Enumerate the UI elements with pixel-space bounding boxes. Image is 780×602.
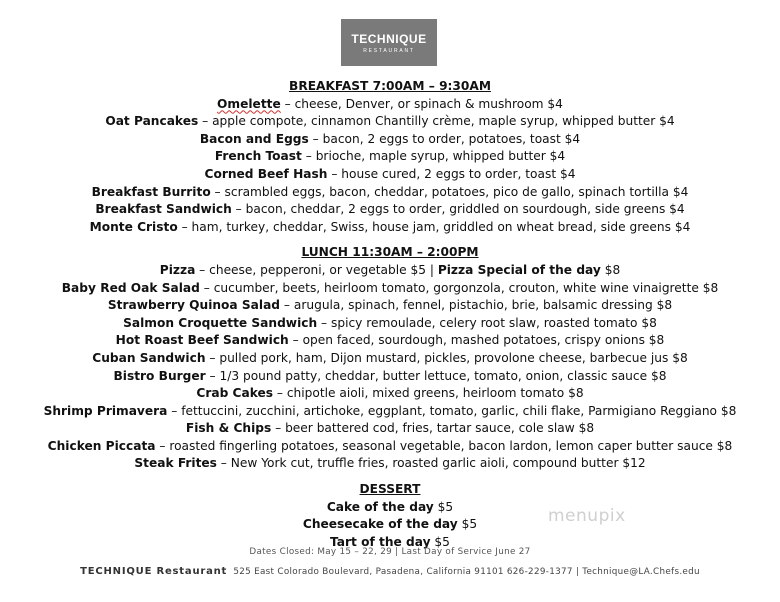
- item-desc: $5: [433, 499, 454, 514]
- menu-item: [0, 297, 780, 315]
- item-name: Monte Cristo: [89, 219, 178, 234]
- item-desc: – house cured, 2 eggs to order, toast $4: [327, 166, 576, 181]
- menu-item: [0, 113, 780, 131]
- item-name: Baby Red Oak Salad: [61, 280, 200, 295]
- item-desc: – brioche, maple syrup, whipped butter $4: [301, 149, 566, 164]
- item-desc: – arugula, spinach, fennel, pistachio, brie, balsamic dressing $8: [280, 298, 673, 313]
- lunch-heading: LUNCH 11:30AM – 2:00PM: [301, 245, 479, 260]
- item-name: Breakfast Sandwich: [95, 202, 232, 217]
- item-name: Cuban Sandwich: [92, 350, 206, 365]
- item-name: Cheesecake of the day: [302, 517, 458, 532]
- footer-brand: TECHNIQUE Restaurant: [80, 566, 228, 577]
- item-desc: – apple compote, cinnamon Chantilly crème, maple syrup, whipped butter $4: [198, 114, 675, 129]
- item-desc: – chipotle aioli, mixed greens, heirloom tomato $8: [273, 386, 584, 401]
- item-desc: – open faced, sourdough, mashed potatoes, crispy onions $8: [288, 333, 665, 348]
- item-name: Oat Pancakes: [105, 114, 199, 129]
- footer-info: 525 East Colorado Boulevard, Pasadena, California 91101 626-229-1377 | Technique@LA.Chefs.edu: [233, 567, 700, 577]
- item-name: Bistro Burger: [113, 368, 206, 383]
- menu-item: [0, 184, 780, 202]
- item-name: Salmon Croquette Sandwich: [123, 315, 318, 330]
- item-desc: – fettuccini, zucchini, artichoke, eggplant, tomato, garlic, chili flake, Parmigiano Reggiano $8: [167, 403, 737, 418]
- menu-item: [0, 148, 780, 166]
- menu-item: [0, 455, 780, 473]
- menu-item: [0, 315, 780, 333]
- logo-main-text: TECHNIQUE: [351, 32, 427, 46]
- menupix-watermark: menupix: [548, 506, 626, 526]
- item-desc: – spicy remoulade, celery root slaw, roasted tomato $8: [317, 315, 657, 330]
- restaurant-logo: [341, 19, 437, 66]
- item-desc: – beer battered cod, fries, tartar sauce, cole slaw $8: [271, 421, 595, 436]
- item-name: Fish & Chips: [185, 421, 272, 436]
- menu-body: [0, 78, 780, 551]
- item-name: Chicken Piccata: [47, 438, 156, 453]
- item-name: Breakfast Burrito: [91, 184, 211, 199]
- item-desc: $5: [457, 517, 478, 532]
- item-name: Shrimp Primavera: [43, 403, 168, 418]
- menu-item: [0, 499, 780, 517]
- item-name: Steak Frites: [134, 456, 217, 471]
- menu-item: [0, 280, 780, 298]
- breakfast-heading: BREAKFAST 7:00AM – 9:30AM: [289, 79, 491, 93]
- item-desc: – scrambled eggs, bacon, cheddar, potatoes, pico de gallo, spinach tortilla $4: [210, 184, 689, 199]
- item-desc: – pulled pork, ham, Dijon mustard, pickles, provolone cheese, barbecue jus $8: [205, 350, 688, 365]
- item-desc: – 1/3 pound patty, cheddar, butter lettuce, tomato, onion, classic sauce $8: [205, 368, 667, 383]
- menu-item: [0, 420, 780, 438]
- item-desc: – ham, turkey, cheddar, Swiss, house jam, griddled on wheat bread, side greens $4: [177, 219, 691, 234]
- menu-item: [0, 219, 780, 237]
- menu-item: [0, 201, 780, 219]
- item-name: Corned Beef Hash: [204, 166, 328, 181]
- item-desc: – bacon, 2 eggs to order, potatoes, toast $4: [308, 131, 581, 146]
- item-name: Bacon and Eggs: [199, 131, 309, 146]
- item-name: Tart of the day: [330, 534, 431, 549]
- item-name: French Toast: [214, 149, 302, 164]
- menu-item: [0, 350, 780, 368]
- menu-item: [0, 96, 780, 114]
- item-desc: – cucumber, beets, heirloom tomato, gorgonzola, crouton, white wine vinaigrette $8: [199, 280, 719, 295]
- menu-item: [0, 368, 780, 386]
- menu-item: [0, 262, 780, 280]
- closed-dates-note: Dates Closed: May 15 – 22, 29 | Last Day of Service June 27: [249, 547, 531, 557]
- item-desc: – cheese, Denver, or spinach & mushroom $4: [280, 96, 563, 111]
- menu-item: [0, 131, 780, 149]
- menu-item: [0, 332, 780, 350]
- item-name: Cake of the day: [326, 499, 434, 514]
- pizza-special-price: $8: [600, 262, 621, 277]
- footer: [0, 566, 780, 577]
- item-desc: – bacon, cheddar, 2 eggs to order, griddled on sourdough, side greens $4: [231, 202, 685, 217]
- item-name: Crab Cakes: [196, 386, 274, 401]
- menu-item: [0, 403, 780, 421]
- item-name: Strawberry Quinoa Salad: [107, 298, 281, 313]
- item-desc: – New York cut, truffle fries, roasted garlic aioli, compound butter $12: [216, 456, 646, 471]
- logo-sub-text: RESTAURANT: [363, 48, 415, 54]
- item-name: Pizza: [159, 262, 196, 277]
- item-name: Hot Roast Beef Sandwich: [115, 333, 289, 348]
- item-desc: – cheese, pepperoni, or vegetable $5 |: [195, 262, 438, 277]
- item-desc: $5: [430, 534, 450, 549]
- menu-item: [0, 516, 780, 534]
- menu-item: [0, 385, 780, 403]
- item-name: Omelette: [217, 96, 281, 111]
- menu-item: [0, 438, 780, 456]
- menu-item: [0, 166, 780, 184]
- item-desc: – roasted fingerling potatoes, seasonal vegetable, bacon lardon, lemon caper butter sauce $8: [155, 438, 733, 453]
- pizza-special: Pizza Special of the day: [437, 262, 601, 277]
- dessert-heading: DESSERT: [359, 482, 421, 497]
